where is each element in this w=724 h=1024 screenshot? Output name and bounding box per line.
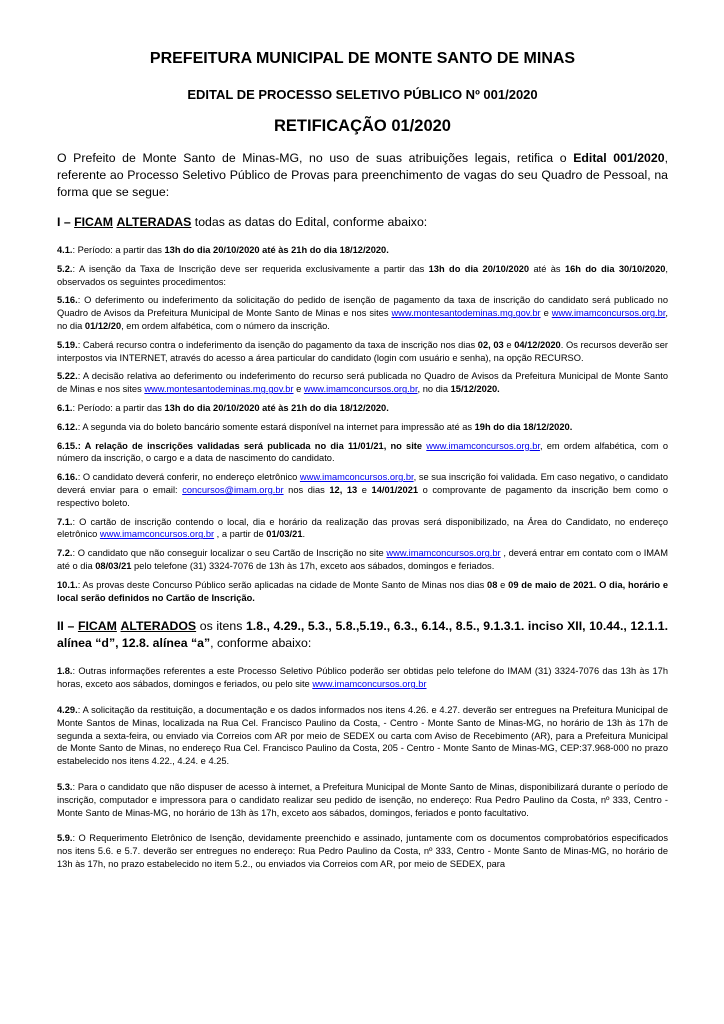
item-bold: 15/12/2020. [450, 384, 500, 395]
document-subtitle: EDITAL DE PROCESSO SELETIVO PÚBLICO Nº 001/2020 [187, 87, 538, 102]
item-text: : As provas deste Concurso Público serão aplicadas na cidade de Monte Santo de Minas nos dias [77, 579, 488, 590]
document-title: PREFEITURA MUNICIPAL DE MONTE SANTO DE MINAS [149, 50, 576, 67]
item-bold: 12, 13 [329, 484, 358, 495]
item-text: , observados os seguintes procedimentos: [57, 263, 668, 287]
item-5-9 [57, 832, 668, 870]
intro-bold: Edital 001/2020 [573, 151, 665, 165]
item-text: : O Requerimento Eletrônico de Isenção, devidamente preenchido e assinado, juntamente com os documentos comprobatórios especificados nos itens 5.6. e 5.7. deverão ser entregues no endereço: Rua Pedro Paulino da Costa, nº 333, Centro - Monte Santo de Minas-MG, no horário de 13h às 17h, no prazo estabelecido no item 5.2., ou enviados via Correios com AR, por meio de SEDEX, para [57, 833, 668, 869]
item-text: . Os recursos deverão ser interpostos via INTERNET, através do acesso a área particular do candidato (login com usuário e senha), na opção RECURSO. [57, 339, 668, 363]
item-text: : A isenção da Taxa de Inscrição deve ser requerida exclusivamente a partir das [72, 263, 429, 274]
intro-text: O Prefeito de Monte Santo de Minas-MG, no uso de suas atribuições legais, retifica o [57, 151, 574, 165]
item-text: , a partir de [214, 529, 267, 540]
item-bold: 08/03/21 [95, 560, 132, 571]
section-one-heading [57, 214, 668, 231]
item-6-12 [57, 421, 668, 434]
document-page [57, 40, 668, 871]
item-7-2 [57, 547, 668, 573]
item-number: 5.9. [57, 833, 73, 844]
item-bold: 02, 03 [477, 339, 504, 350]
item-number: 5.2. [57, 263, 73, 274]
item-5-16 [57, 294, 668, 332]
item-text: : O candidato deverá conferir, no endereço eletrônico [77, 472, 300, 483]
section-prefix: I – [57, 215, 75, 229]
item-text: : Outras informações referentes a este Processo Seletivo Público poderão ser obtidas pelo telefone do IMAM (31) 3324-7076 das 13h às 17h horas, exceto aos sábados, domingos e feriados, ou pelo site [57, 666, 668, 690]
item-number: 7.2. [57, 548, 73, 559]
item-text: , em ordem alfabética, com o número da inscrição, o cargo e a data de nascimento do candidato. [57, 440, 668, 464]
item-number: 5.3. [57, 781, 73, 792]
item-bold: 09 de maio de 2021. O dia, horário e local serão definidos no Cartão de Inscrição. [57, 579, 668, 603]
link-prefeitura-site[interactable]: www.montesantodeminas.mg.gov.br [391, 308, 541, 319]
section-two-heading [57, 618, 668, 652]
item-bold: 14/01/2021 [371, 484, 419, 495]
item-text: : O deferimento ou indeferimento da solicitação do pedido de isenção de pagamento da taxa de inscrição do candidato será publicado no Quadro de Avisos da Prefeitura Municipal de Monte Santo de Minas e nos sites [57, 295, 668, 319]
item-text: , deverá entrar em contato com o IMAM até o dia [57, 548, 668, 571]
section-prefix: II – [57, 619, 78, 634]
link-imam-site[interactable]: www.imamconcursos.org.br [551, 308, 666, 319]
item-text: : A decisão relativa ao deferimento ou indeferimento do recurso será publicada no Quadro de Avisos da Prefeitura Municipal de Monte Santo de Minas e nos sites [57, 371, 668, 395]
item-10-1 [57, 579, 668, 605]
item-number: 4.29. [57, 704, 78, 715]
item-text: pelo telefone (31) 3324-7076 de 13h às 17h, exceto aos sábados, domingos e feriados. [131, 560, 495, 571]
link-imam-site[interactable]: www.imamconcursos.org.br [386, 548, 501, 559]
item-bold: 13h do dia 20/10/2020 [428, 263, 530, 274]
item-bold: 08 [487, 579, 498, 590]
item-text: e [293, 384, 304, 395]
item-text: : A segunda via do boleto bancário somente estará disponível na internet para impressão até as [77, 421, 475, 432]
item-4-1 [57, 244, 668, 257]
link-imam-site[interactable]: www.imamconcursos.org.br [299, 472, 414, 483]
link-prefeitura-site[interactable]: www.montesantodeminas.mg.gov.br [144, 384, 294, 395]
item-text: e [503, 339, 515, 350]
item-text: : Período: a partir das [72, 402, 165, 413]
item-7-1 [57, 516, 668, 542]
item-1-8 [57, 665, 668, 691]
item-bold: 01/12/20 [84, 320, 122, 331]
item-5-22 [57, 370, 668, 396]
section-text: todas as datas do Edital, conforme abaixo: [191, 215, 428, 229]
item-number: 10.1. [57, 579, 78, 590]
item-text: , em ordem alfabética, com o número da inscrição. [121, 320, 330, 331]
item-text: , no dia [57, 308, 668, 331]
item-number: 6.1. [57, 402, 73, 413]
item-text: : Para o candidato que não dispuser de acesso à internet, a Prefeitura Municipal de Monte Santo de Minas, disponibilizará durante o período de inscrição, computador e impressora para o candidato realizar seu pedido de isenção, no endereço: Rua Pedro Paulino da Costa, nº 333, Centro - Monte Santo de Minas-MG, no horário de 13h às 17h, exceto aos sábados, domingos, feriados e ponto facultativo. [57, 781, 668, 818]
item-5-2 [57, 263, 668, 289]
item-text: : Período: a partir das [72, 245, 165, 255]
link-imam-site[interactable]: www.imamconcursos.org.br [312, 679, 427, 690]
item-6-1 [57, 402, 668, 415]
item-text: e [357, 484, 372, 495]
item-number: 5.22. [57, 371, 78, 382]
item-number: 6.16. [57, 472, 78, 483]
item-bold: 13h do dia 20/10/2020 até às 21h do dia 18/12/2020. [164, 402, 389, 413]
section-keyword: ALTERADOS [120, 619, 197, 634]
item-bold: 13h do dia 20/10/2020 até às 21h do dia 18/12/2020. [164, 245, 389, 255]
item-bold: 16h do dia 30/10/2020 [564, 263, 666, 274]
link-imam-site[interactable]: www.imamconcursos.org.br [99, 529, 215, 540]
item-text: até às [529, 263, 565, 274]
item-number: 5.19. [57, 339, 78, 350]
item-number: 5.16. [57, 295, 78, 306]
item-text: : O candidato que não conseguir localizar o seu Cartão de Inscrição no site [72, 548, 387, 559]
section-keyword: FICAM [77, 619, 117, 634]
item-5-3 [57, 781, 668, 819]
item-bold: 04/12/2020 [514, 339, 561, 350]
link-imam-site[interactable]: www.imamconcursos.org.br [303, 384, 418, 395]
item-bold: 19h do dia 18/12/2020. [474, 421, 573, 432]
item-bold: 01/03/21 [266, 529, 303, 540]
item-4-29 [57, 704, 668, 768]
item-number: 6.15. [57, 440, 78, 451]
link-email-concursos[interactable]: concursos@imam.org.br [182, 484, 284, 495]
intro-text: , referente ao Processo Seletivo Público de Provas para preenchimento de vagas do seu Quadro de Pessoal, na forma que se segue: [57, 151, 668, 199]
section-text: os itens [196, 619, 246, 634]
item-number: 1.8. [57, 666, 73, 677]
item-text: . [302, 529, 306, 540]
item-text: e [540, 308, 552, 319]
item-text: o comprovante de pagamento da inscrição bem como o respectivo boleto. [57, 484, 668, 508]
item-bold: : A relação de inscrições validadas será publicada no dia 11/01/21, no site [77, 440, 427, 451]
item-text: : Caberá recurso contra o indeferimento da isenção do pagamento da taxa de inscrição nos dias [77, 339, 478, 350]
section-bold: 1.8., 4.29., 5.3., 5.8.,5.19., 6.3., 6.14., 8.5., 9.1.3.1. inciso XII, 10.44., 12.1.1. alínea “d”, 12.8. alínea “a” [57, 619, 669, 651]
intro-paragraph [57, 150, 668, 201]
item-text: : O cartão de inscrição contendo o local, dia e horário da realização das provas será disponibilizado, na Área do Candidato, no endereço eletrônico [57, 516, 668, 540]
section-text: , conforme abaixo: [210, 636, 312, 651]
link-imam-site[interactable]: www.imamconcursos.org.br [426, 440, 540, 451]
item-number: 6.12. [57, 421, 78, 432]
item-number: 4.1. [57, 245, 73, 255]
item-text: nos dias [283, 484, 330, 495]
item-6-16 [57, 471, 668, 509]
section-keyword: FICAM [74, 215, 114, 229]
retificacao-heading: RETIFICAÇÃO 01/2020 [274, 117, 451, 135]
item-text: e [497, 579, 509, 590]
item-text: , no dia [417, 384, 451, 395]
item-number: 7.1. [57, 516, 73, 527]
item-text: , se sua inscrição foi validada. Em caso negativo, o candidato deverá enviar para o email: [57, 472, 668, 495]
section-keyword: ALTERADAS [116, 215, 192, 229]
item-text: : A solicitação da restituição, a documentação e os dados informados nos itens 4.26. e 4.27. deverão ser entregues na Prefeitura Municipal de Monte Santos de Minas, localizada na Rua Cel. Francisco Paulino da Costa, - Centro - Monte Santo de Minas-MG, no horário de 13h às 17h de segunda a sexta-feira, ou enviado via Correios com AR por meio de SEDEX ou carta com Aviso de Recebimento (AR), para a Prefeitura Municipal de Monte Santo de Minas, no endereço Rua Cel. Francisco Paulino da Costa, 205 - Centro - Monte Santo de Minas-MG, CEP:37.968-000 no prazo estabelecido nos itens 4.22., 4.24. e 4.25. [57, 704, 668, 767]
item-6-15 [57, 440, 668, 466]
item-5-19 [57, 339, 668, 365]
